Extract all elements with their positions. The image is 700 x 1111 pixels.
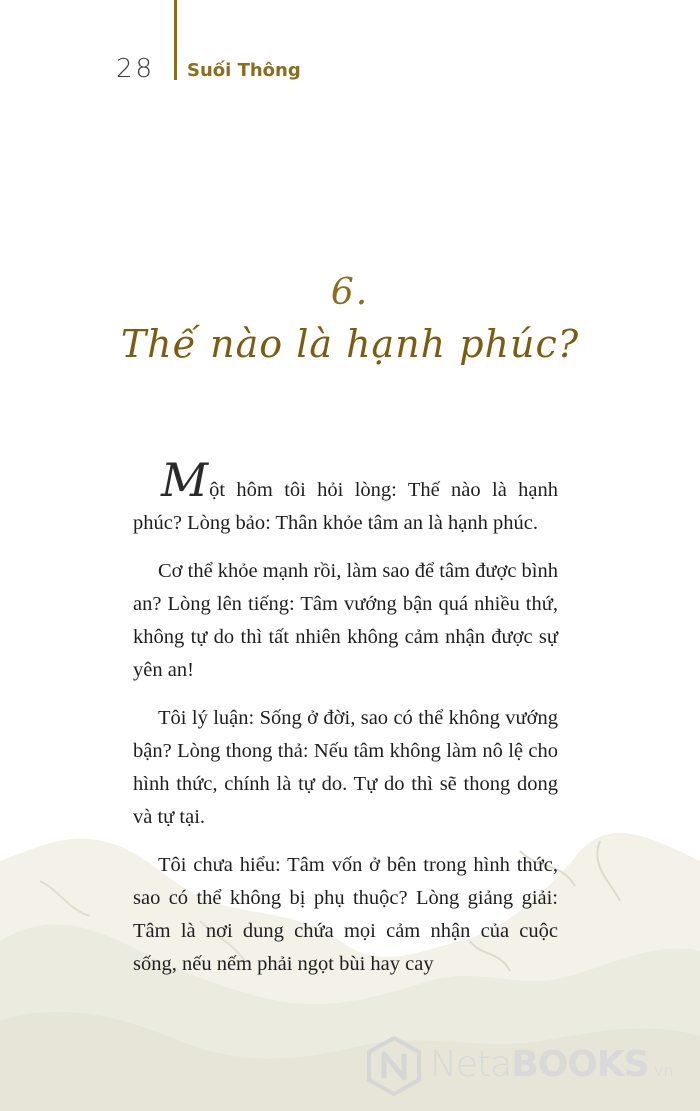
netabooks-watermark [366,1036,696,1100]
watermark-suffix: .vn [648,1061,674,1080]
paragraph: Cơ thể khỏe mạnh rồi, làm sao để tâm được bình an? Lòng lên tiếng: Tâm vướng bận quá nhiều thứ, không tự do thì tất nhiên không cảm nhận được sự yên an! [133,560,559,681]
chapter-body [133,453,559,996]
running-head: Suối Thông [187,60,301,81]
watermark-brand-bold: BOOKS [511,1044,649,1085]
chapter-number: 6. [330,272,370,313]
header-divider [174,0,177,80]
paragraph: Tôi chưa hiểu: Tâm vốn ở bên trong hình thức, sao có thể không bị phụ thuộc? Lòng giảng giải: Tâm là nơi dung chứa mọi cảm nhận của cuộc sống, nếu nếm phải ngọt bùi hay cay [133,854,558,975]
paragraph [133,453,558,540]
netabooks-logo-icon [366,1036,422,1096]
first-paragraph-text: ột hôm tôi hỏi lòng: Thế nào là hạnh phúc? Lòng bảo: Thân khỏe tâm an là hạnh phúc. [133,479,558,534]
page-number: 28 [116,54,156,84]
drop-cap: M [161,453,209,507]
watermark-text [430,1044,673,1085]
chapter-title: Thế nào là hạnh phúc? [120,322,580,366]
watermark-brand-light: Neta [430,1044,512,1085]
paragraph: Tôi lý luận: Sống ở đời, sao có thể không vướng bận? Lòng thong thả: Nếu tâm không làm nô lệ cho hình thức, chính là tự do. Tự do thì sẽ thong dong và tự tại. [133,707,558,828]
